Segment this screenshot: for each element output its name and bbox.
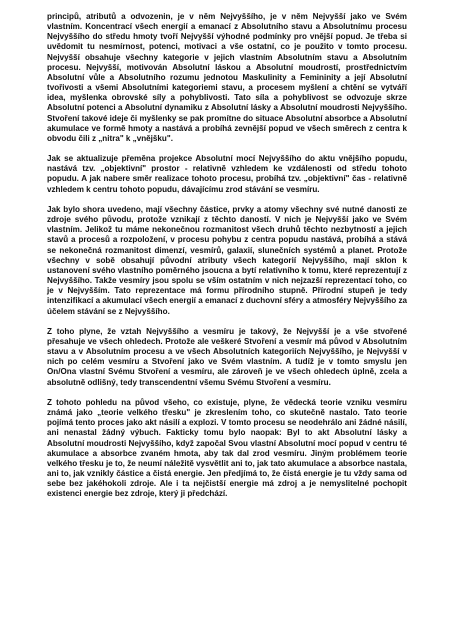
paragraph-1: principů, atributů a odvozenin, je v něm Nejvyššího, je v něm Nejvyšší jako ve Svém vlastním. Koncentrací všech energií a emanací z Absolutního stavu a Absolutnímu procesu Nejvyššího do středu hmoty tvoří Nejvyšší výhodné podmínky pro vnější popud. Je třeba si uvědomit tu nesmírnost, potenci, motivaci a vše ostatní, co je použito v tomto procesu. Nejvyšší obsahuje všechny kategorie v jejich vlastním Absolutním stavu a Absolutním procesu. Nejvyšší, motivován Absolutní láskou a Absolutní moudrostí, prostřednictvím Absolutní vůle a Absolutního rozumu jednotou Maskulinity a Femininity a její Absolutní tvořivosti a všemi Absolutními kategoriemi stavu, a procesem myšlení a chtění se vytváří idea, myšlenka obrovské síly a pohyblivosti. Tato síla a pohyblivost se odvozuje skrze Absolutní potenci a Absolutní dynamiku z Absolutní lásky a Absolutní moudrosti Nejvyššího. Stvoření takové ideje či myšlenky se pak promítne do situace Absolutní absorbce a Absolutní akumulace ve formě hmoty a nastává a probíhá zevnější popud ve všech směrech z centra k obvodu čili z „nitra" k „vnějšku". [47,12,407,143]
paragraph-2: Jak se aktualizuje přeměna projekce Absolutní mocí Nejvyššího do aktu vnějšího popudu, nastává tzv. „objektivní" prostor - relativně vzhledem ke vzdálenosti od středu tohoto popudu. A jak nabere směr realizace tohoto procesu, probíhá tzv. „objektivní" čas - relativně vzhledem k centru tohoto popudu, dávajícímu zrod stávání se vesmíru. [47,154,407,194]
paragraph-4: Z toho plyne, že vztah Nejvyššího a vesmíru je takový, že Nejvyšší je a vše stvořené přesahuje ve všech ohledech. Protože ale veškeré Stvoření a vesmír má původ v Absolutním stavu a v Absolutním procesu a ve všech Absolutních kategoriích Nejvyššího, je Nejvyšší v nich po celém vesmíru a Stvoření jako ve Svém vlastním. A tudíž je v tomto smyslu jen On/Ona vlastní Svému Stvoření a vesmíru, ale zároveň je ve všech ohledech úplně, zcela a absolutně odlišný, tedy transcendentní všemu Svému Stvoření a vesmíru. [47,326,407,387]
paragraph-3: Jak bylo shora uvedeno, mají všechny částice, prvky a atomy všechny své nutné danosti ze zdroje svého původu, protože vznikají z těchto daností. V nich je Nejvyšší jako ve Svém vlastním. Jelikož tu máme nekonečnou rozmanitost všech druhů těchto nezbytností a jejich stavů a procesů a rozpoložení, v procesu pohybu z centra popudu nastává, probíhá a stává se nekonečná rozmanitost dimenzí, vesmírů, galaxií, slunečních systémů a planet. Protože všechny v sobě obsahují původní atributy všech kategorií Nejvyššího, mají sklon k ustanovení svého vlastního poměrného jsoucna a bytí relativního k tomu, které reprezentují z Nejvyššího. Takže vesmíry jsou spolu se vším ostatním v nich nejzazší reprezentací toho, co je v Nejvyšším. Tato reprezentace má formu přírodního stupně. Přírodní stupeň je tedy intenzifikací a akumulací všech energií a emanací z duchovní sféry a atmosféry Nejvyššího za účelem stávání se z Nejvyššího. [47,204,407,316]
text-body [47,12,407,510]
paragraph-5: Z tohoto pohledu na původ všeho, co existuje, plyne, že vědecká teorie vzniku vesmíru známá jako „teorie velkého třesku" je zkreslením toho, co skutečně nastalo. Tato teorie pojímá tento proces jako akt násilí a explozi. V tomto procesu se neodehrálo ani žádné násilí, ani nenastal žádný výbuch. Fakticky tomu bylo naopak: Byl to akt Absolutní lásky a Absolutní moudrosti Nejvyššího, když započal Svou vlastní Absolutní mocí popud v centru té akumulace a absorbce zvaném hmota, aby tak dal zrod vesmíru. Jiným problémem teorie velkého třesku je to, že neumí náležitě vysvětlit ani to, jak tato akumulace a absorbce nastala, ani to, jak vznikly částice a čistá energie. Jen předjímá to, že čistá energie je tu vždy sama od sebe bez jakéhokoli zdroje. Ale i ta nejčistší energie má zdroj a je nemyslitelné pochopit existenci energie bez zdroje, který ji předchází. [47,397,407,499]
